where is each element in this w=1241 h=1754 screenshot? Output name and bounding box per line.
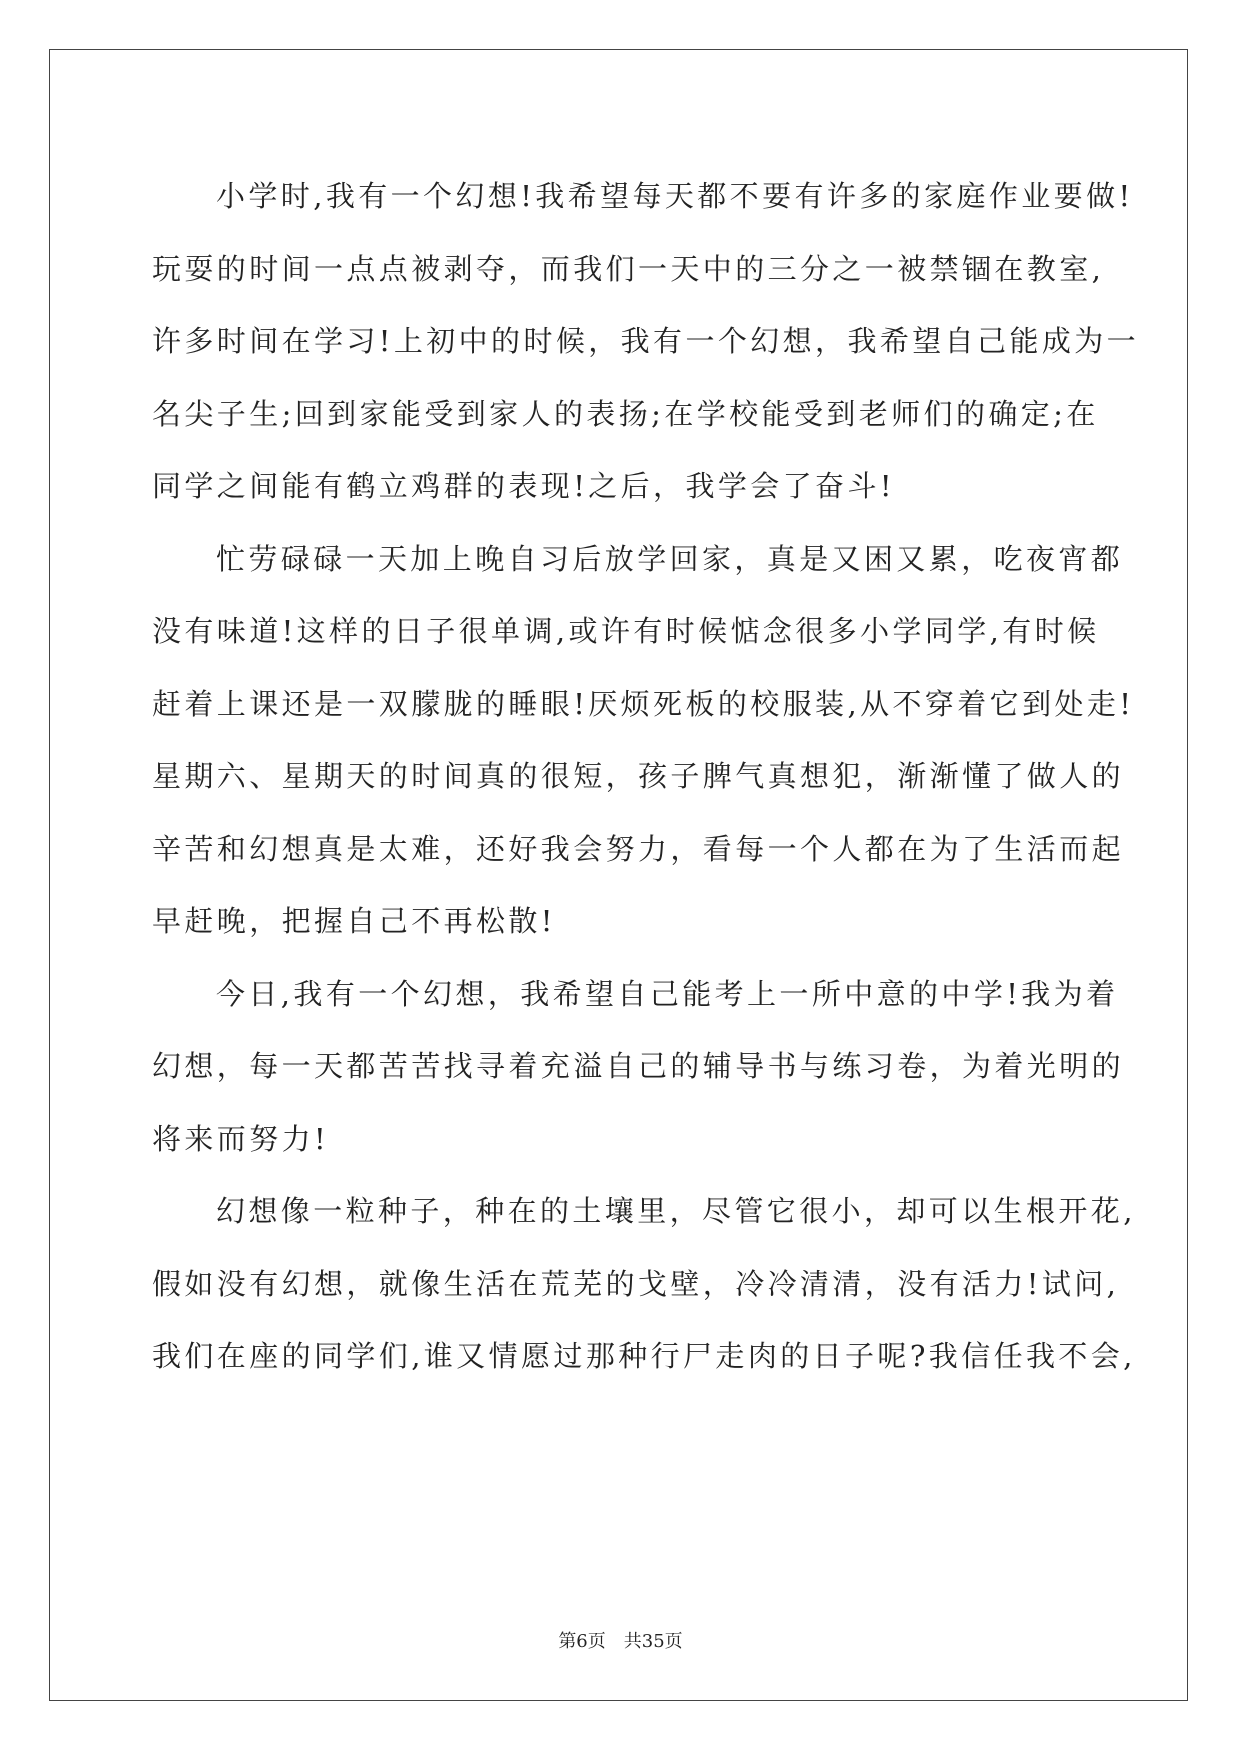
- text-line: 许多时间在学习!上初中的时候，我有一个幻想，我希望自己能成为一: [152, 324, 1140, 358]
- text-line: 今日,我有一个幻想，我希望自己能考上一所中意的中学!我为着: [216, 976, 1119, 1011]
- text-line: 辛苦和幻想真是太难，还好我会努力，看每一个人都在为了生活而起: [152, 831, 1125, 866]
- text-line: 我们在座的同学们,谁又情愿过那种行尸走肉的日子呢?我信任我不会,: [152, 1339, 1136, 1373]
- text-line: 幻想，每一天都苦苦找寻着充溢自己的辅导书与练习卷，为着光明的: [152, 1049, 1125, 1083]
- text-line: 幻想像一粒种子，种在的土壤里，尽管它很小，却可以生根开花,: [216, 1194, 1136, 1228]
- text-line: 玩耍的时间一点点被剥夺，而我们一天中的三分之一被禁锢在教室,: [152, 251, 1105, 286]
- document-body: [152, 160, 1140, 1393]
- page-footer: [0, 1627, 1241, 1653]
- text-line: 赶着上课还是一双朦胧的睡眼!厌烦死板的校服装,从不穿着它到处走!: [152, 686, 1135, 721]
- text-line: 小学时,我有一个幻想!我希望每天都不要有许多的家庭作业要做!: [216, 179, 1134, 213]
- text-line: 早赶晚，把握自己不再松散!: [152, 904, 556, 938]
- text-line: 忙劳碌碌一天加上晚自习后放学回家，真是又困又累，吃夜宵都: [216, 541, 1124, 576]
- page-total: 共35页: [623, 1631, 683, 1652]
- text-line: 将来而努力!: [152, 1121, 330, 1156]
- text-line: 星期六、星期天的时间真的很短，孩子脾气真想犯，渐渐懂了做人的: [152, 759, 1125, 793]
- text-line: 同学之间能有鹤立鸡群的表现!之后，我学会了奋斗!: [152, 469, 895, 503]
- text-line: 假如没有幻想，就像生活在荒芜的戈壁，冷冷清清，没有活力!试问,: [152, 1266, 1120, 1301]
- page-number: 第6页: [558, 1631, 606, 1652]
- text-line: 名尖子生;回到家能受到家人的表扬;在学校能受到老师们的确定;在: [152, 396, 1099, 431]
- text-line: 没有味道!这样的日子很单调,或许有时候惦念很多小学同学,有时候: [152, 614, 1100, 648]
